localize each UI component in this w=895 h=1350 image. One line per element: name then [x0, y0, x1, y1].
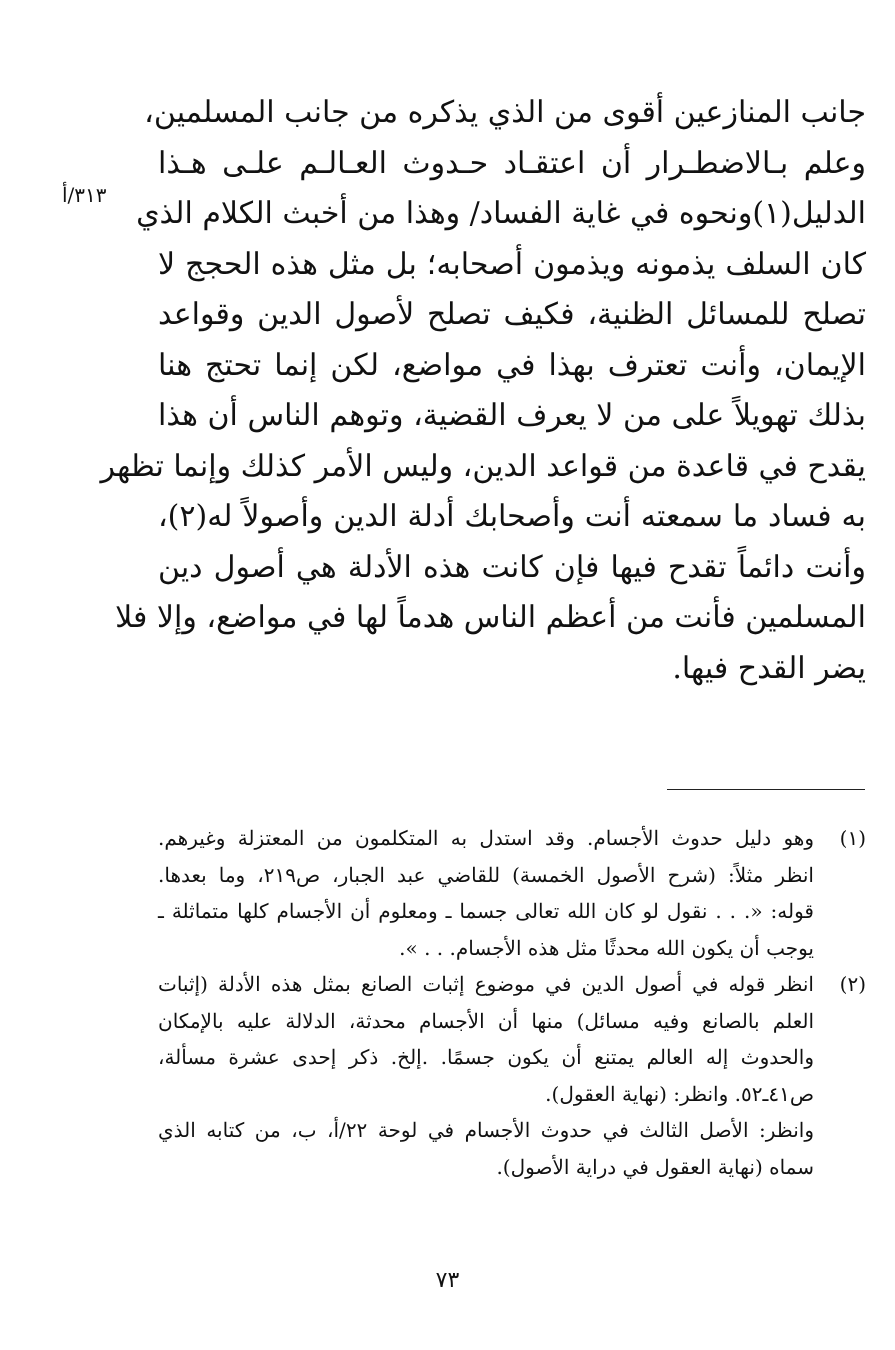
body-line: الدليل(١)ونحوه في غاية الفساد/ وهذا من أخبث الكلام الذي: [136, 196, 866, 231]
body-line: وعلم بـالاضطـرار أن اعتقـاد حـدوث العـالـم علـى هـذا: [158, 145, 866, 181]
footnote-separator: [667, 789, 865, 790]
footnote-text: [158, 820, 814, 966]
footnotes-section: [158, 820, 866, 1185]
footnote-2: [158, 966, 866, 1185]
body-line: كان السلف يذمونه ويذمون أصحابه؛ بل مثل هذه الحجج لا: [158, 246, 866, 282]
footnote-line: انظر قوله في أصول الدين في موضوع إثبات الصانع بمثل هذه الأدلة (إثبات: [158, 972, 814, 996]
body-line: يقدح في قاعدة من قواعد الدين، وليس الأمر كذلك وإنما تظهر: [100, 448, 866, 484]
body-line: الإيمان، وأنت تعترف بهذا في مواضع، لكن إنما تحتج هنا: [158, 347, 866, 383]
body-line: وأنت دائماً تقدح فيها فإن كانت هذه الأدلة هي أصول دين: [158, 549, 866, 585]
footnote-line: وهو دليل حدوث الأجسام. وقد استدل به المتكلمون من المعتزلة وغيرهم.: [158, 826, 814, 850]
footnote-number: (١): [839, 826, 866, 850]
footnote-text: [158, 966, 814, 1185]
footnote-line: ص٤١ـ٥٢. وانظر: (نهاية العقول).: [545, 1081, 814, 1106]
footnote-line: سماه (نهاية العقول في دراية الأصول).: [496, 1154, 814, 1179]
footnote-line: يوجب أن يكون الله محدثًا مثل هذه الأجسام. . . ».: [399, 935, 814, 960]
body-line: به فساد ما سمعته أنت وأصحابك أدلة الدين وأصولاً له(٢)،: [158, 499, 866, 534]
page-number: ٧٣: [435, 1268, 460, 1293]
body-line: جانب المنازعين أقوى من الذي يذكره من جانب المسلمين،: [144, 95, 866, 130]
body-line: بذلك تهويلاً على من لا يعرف القضية، وتوهم الناس أن هذا: [158, 398, 866, 433]
footnote-line: قوله: «. . . نقول لو كان الله تعالى جسما ـ ومعلوم أن الأجسام كلها متماثلة ـ: [158, 899, 814, 923]
footnote-line: وانظر: الأصل الثالث في حدوث الأجسام في لوحة ٢٢/أ، ب، من كتابه الذي: [158, 1118, 814, 1142]
manuscript-folio-reference: ٣١٣/أ: [62, 183, 107, 207]
main-text-body: [100, 88, 866, 694]
body-line: تصلح للمسائل الظنية، فكيف تصلح لأصول الدين وقواعد: [158, 297, 866, 332]
footnote-number: (٢): [839, 972, 866, 996]
footnote-line: انظر مثلاً: (شرح الأصول الخمسة) للقاضي عبد الجبار، ص٢١٩، وما بعدها.: [158, 862, 814, 887]
footnote-line: العلم بالصانع وفيه مسائل) منها أن الأجسام محدثة، الدلالة عليه بالإمكان: [158, 1008, 814, 1033]
body-line: المسلمين فأنت من أعظم الناس هدماً لها في مواضع، وإلا فلا: [115, 600, 866, 635]
footnote-line: والحدوث إله العالم يمتنع أن يكون جسمًا. .إلخ. ذكر إحدى عشرة مسألة،: [158, 1045, 814, 1069]
footnote-1: [158, 820, 866, 966]
body-line: يضر القدح فيها.: [672, 650, 866, 686]
